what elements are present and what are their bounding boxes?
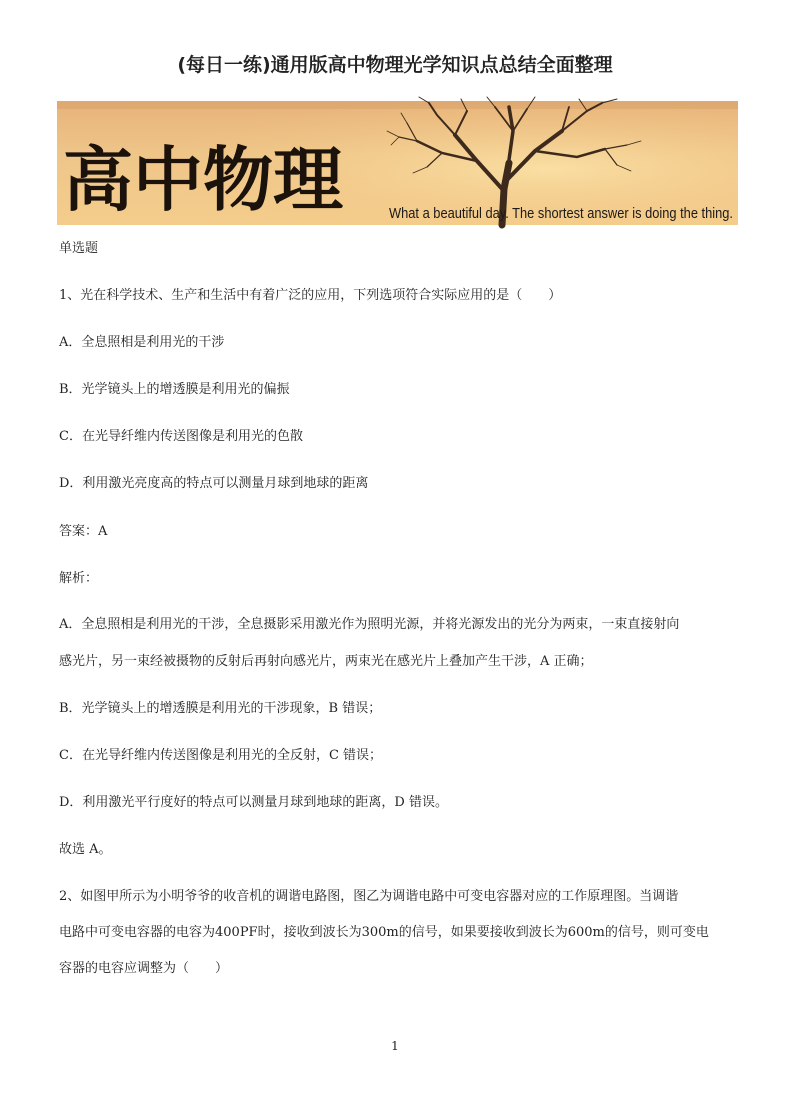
analysis-line: 感光片，另一束经被摄物的反射后再射向感光片，两束光在感光片上叠加产生干涉，A 正确； <box>59 654 593 669</box>
banner-heading: 高中物理 <box>63 138 343 221</box>
question-1-analysis-label: 解析： <box>59 571 99 586</box>
analysis-line: A．全息照相是利用光的干涉，全息摄影采用激光作为照明光源，并将光源发出的光分为两束，一束直接射向 <box>59 617 680 632</box>
question-2-line: 电路中可变电容器的电容为400PF时，接收到波长为300m的信号，如果要接收到波长为600m的信号，则可变电 <box>59 925 709 940</box>
document-title: (每日一练)通用版高中物理光学知识点总结全面整理 <box>177 54 613 76</box>
section-heading: 单选题 <box>59 241 99 256</box>
banner-slogan: What a beautiful day. The shortest answer is doing the thing. <box>389 206 733 222</box>
banner-graphic <box>57 101 738 225</box>
question-1-option-c: C．在光导纤维内传送图像是利用光的色散 <box>59 429 303 444</box>
question-1-stem: 1、光在科学技术、生产和生活中有着广泛的应用，下列选项符合实际应用的是（ ） <box>59 288 562 303</box>
page-number: 1 <box>391 1039 399 1053</box>
question-1-option-a: A．全息照相是利用光的干涉 <box>59 335 225 350</box>
question-2-line: 容器的电容应调整为（ ） <box>59 961 229 976</box>
question-1-option-b: B．光学镜头上的增透膜是利用光的偏振 <box>59 382 290 397</box>
analysis-line: B．光学镜头上的增透膜是利用光的干涉现象，B 错误； <box>59 701 382 716</box>
question-1-answer: 答案：A <box>59 524 108 539</box>
analysis-line: D．利用激光平行度好的特点可以测量月球到地球的距离，D 错误。 <box>59 795 448 810</box>
question-2-line: 2、如图甲所示为小明爷爷的收音机的调谐电路图，图乙为调谐电路中可变电容器对应的工作原理图。当调谐 <box>59 889 679 904</box>
banner-image <box>57 101 738 225</box>
question-1-option-d: D．利用激光亮度高的特点可以测量月球到地球的距离 <box>59 476 369 491</box>
analysis-line: C．在光导纤维内传送图像是利用光的全反射，C 错误； <box>59 748 383 763</box>
question-1-conclusion: 故选 A。 <box>59 842 112 857</box>
